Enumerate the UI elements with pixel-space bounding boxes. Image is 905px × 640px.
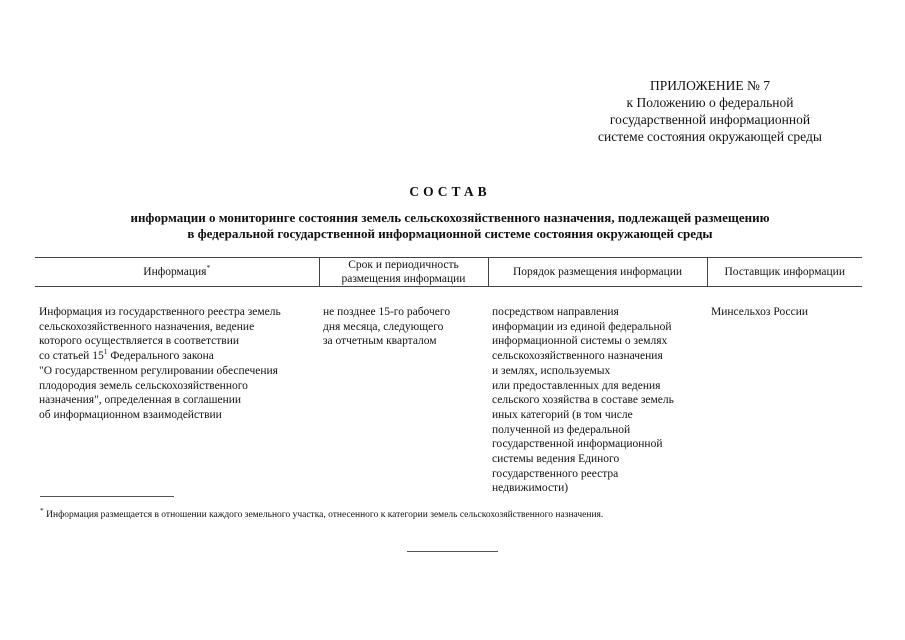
footnote <box>40 505 860 520</box>
document-subheading <box>40 210 860 242</box>
cell-line: государственной информационной <box>492 438 663 451</box>
header-period-line: размещения информации <box>341 273 466 285</box>
composition-table <box>35 257 862 496</box>
table-row <box>35 287 862 497</box>
cell-line: об информационном взаимодействии <box>39 408 222 421</box>
cell-line: информации из единой федеральной <box>492 320 672 333</box>
cell-line: которого осуществляется в соответствии <box>39 335 240 348</box>
superscript: 1 <box>103 347 108 357</box>
appendix-title: ПРИЛОЖЕНИЕ № 7 <box>649 78 771 93</box>
cell-line: и землях, используемых <box>492 364 611 377</box>
cell-line: не позднее 15-го рабочего <box>323 306 451 318</box>
cell-line: Минсельхоз России <box>711 306 809 318</box>
cell-text: Федерального закона <box>107 350 214 363</box>
appendix-block <box>560 77 860 145</box>
cell-line: за отчетным кварталом <box>323 335 437 348</box>
cell-period <box>319 287 488 497</box>
appendix-line: к Положению о федеральной <box>626 95 794 110</box>
footnote-mark: * <box>206 263 211 273</box>
header-period <box>319 258 488 287</box>
cell-line: назначения", определенная в соглашении <box>39 394 242 407</box>
cell-line: информационной системы о землях <box>492 335 668 348</box>
cell-line: сельскохозяйственного назначения, ведение <box>39 320 255 333</box>
cell-line: дня месяца, следующего <box>323 320 444 333</box>
header-provider: Поставщик информации <box>707 258 862 287</box>
cell-line <box>39 349 316 364</box>
header-info-label: Информация <box>143 266 207 278</box>
appendix-line: государственной информационной <box>609 112 811 127</box>
cell-line: недвижимости) <box>492 482 569 495</box>
cell-line: посредством направления <box>492 306 619 318</box>
cell-line: системы ведения Единого <box>492 453 620 466</box>
cell-line: сельскохозяйственного назначения <box>492 350 663 363</box>
cell-line: государственного реестра <box>492 467 619 480</box>
table-header-row <box>35 258 862 287</box>
cell-line: Информация из государственного реестра земель <box>39 306 281 318</box>
footnote-text: Информация размещается в отношении каждого земельного участка, отнесенного к категории земель сельскохозяйственного назначения. <box>43 510 604 520</box>
cell-line: или предоставленных для ведения <box>492 379 661 392</box>
subheading-line: информации о мониторинге состояния земель сельскохозяйственного назначения, подлежащей размещению <box>130 210 770 225</box>
cell-info <box>35 287 319 497</box>
cell-provider <box>707 287 862 497</box>
cell-line: иных категорий (в том числе <box>492 408 633 421</box>
cell-order <box>488 287 707 497</box>
cell-text: со статьей 15 <box>39 350 104 363</box>
footnote-mark: * <box>40 505 44 515</box>
cell-line: "О государственном регулировании обеспечения <box>39 364 278 377</box>
header-period-line: Срок и периодичность <box>348 259 459 271</box>
end-divider <box>407 551 498 552</box>
cell-line: полученной из федеральной <box>492 423 631 436</box>
appendix-line: системе состояния окружающей среды <box>598 129 822 144</box>
subheading-line: в федеральной государственной информационной системе состояния окружающей среды <box>187 226 713 241</box>
cell-line: плодородия земель сельскохозяйственного <box>39 379 248 392</box>
cell-line: сельского хозяйства в составе земель <box>492 394 674 407</box>
document-heading: СОСТАВ <box>409 184 491 199</box>
footnote-separator <box>40 496 174 497</box>
header-info <box>35 258 319 287</box>
header-order: Порядок размещения информации <box>488 258 707 287</box>
